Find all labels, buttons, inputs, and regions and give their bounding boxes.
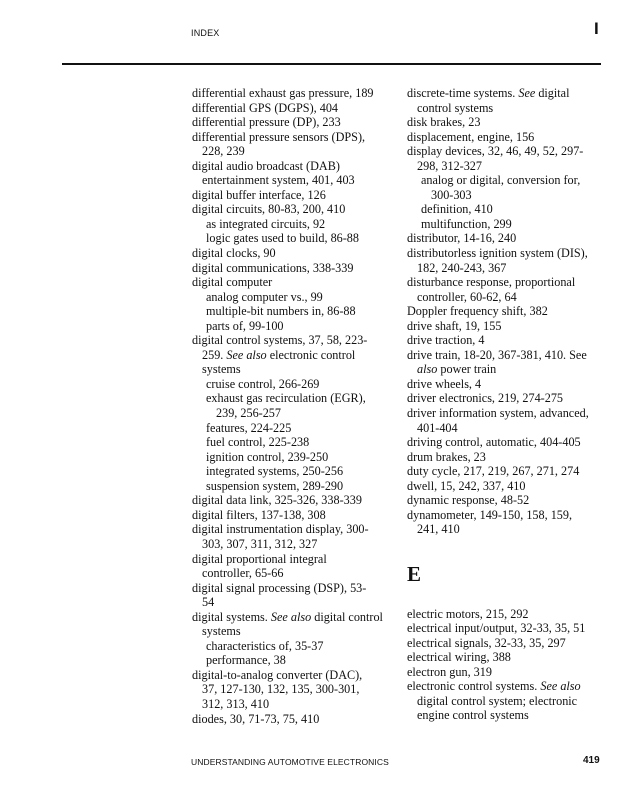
index-entry-line: driving control, automatic, 404-405 xyxy=(407,435,581,450)
index-entry-line: differential GPS (DGPS), 404 xyxy=(192,100,339,115)
index-entry-line: 259. See also electronic control xyxy=(202,347,356,362)
index-entry-line: electron gun, 319 xyxy=(407,664,492,679)
index-entry-line: digital control system; electronic xyxy=(417,693,578,708)
index-entry-line: logic gates used to build, 86-88 xyxy=(206,231,359,246)
index-entry-line: digital signal processing (DSP), 53- xyxy=(192,580,367,595)
index-entry-line: entertainment system, 401, 403 xyxy=(202,173,355,188)
index-entry-line: characteristics of, 35-37 xyxy=(206,638,324,653)
header-section-letter: I xyxy=(594,19,599,38)
index-entry-line: distributorless ignition system (DIS), xyxy=(407,246,588,261)
index-entry-line: controller, 60-62, 64 xyxy=(417,289,517,304)
index-entry-line: driver information system, advanced, xyxy=(407,406,589,421)
index-entry-line: digital proportional integral xyxy=(192,551,327,566)
running-header: INDEX xyxy=(191,28,220,38)
index-entry-line: electrical wiring, 388 xyxy=(407,650,511,665)
index-entry-line: display devices, 32, 46, 49, 52, 297- xyxy=(407,144,584,159)
book-title-footer: UNDERSTANDING AUTOMOTIVE ELECTRONICS xyxy=(191,757,389,767)
index-entry-line: digital control systems, 37, 58, 223- xyxy=(192,333,368,348)
index-entry-line: differential exhaust gas pressure, 189 xyxy=(192,86,374,100)
index-entry-line: suspension system, 289-290 xyxy=(206,478,344,493)
index-entry-line: digital audio broadcast (DAB) xyxy=(192,158,340,173)
index-entry-line: discrete-time systems. See digital xyxy=(407,86,570,100)
index-entry-line: 228, 239 xyxy=(202,144,245,159)
index-entry-line: drive traction, 4 xyxy=(407,333,485,348)
index-entry-line: digital data link, 325-326, 338-339 xyxy=(192,493,362,508)
index-entry-line: electronic control systems. See also xyxy=(407,679,581,694)
index-entry-line: distributor, 14-16, 240 xyxy=(407,231,517,246)
index-entry-line: analog or digital, conversion for, xyxy=(421,173,581,188)
index-entry-line: multifunction, 299 xyxy=(421,216,512,231)
index-entry-line: drum brakes, 23 xyxy=(407,449,486,464)
index-entry-line: 241, 410 xyxy=(417,522,460,537)
index-column-right xyxy=(407,86,607,723)
index-entry-line: disturbance response, proportional xyxy=(407,275,576,290)
index-entry-line: 312, 313, 410 xyxy=(202,696,270,711)
index-entry-line: cruise control, 266-269 xyxy=(206,376,320,391)
index-entry-line: differential pressure (DP), 233 xyxy=(192,115,341,130)
index-entry-line: displacement, engine, 156 xyxy=(407,129,535,144)
index-entry-line: systems xyxy=(202,624,241,639)
index-entry-line: ignition control, 239-250 xyxy=(206,449,329,464)
index-entry-line: electric motors, 215, 292 xyxy=(407,606,529,621)
index-entry-line: disk brakes, 23 xyxy=(407,115,481,130)
index-entry-line: 54 xyxy=(202,595,215,610)
index-entry-line: dynamometer, 149-150, 158, 159, xyxy=(407,507,573,522)
index-entry-line: analog computer vs., 99 xyxy=(206,289,323,304)
index-entry-line: controller, 65-66 xyxy=(202,566,284,581)
index-entry-line: digital computer xyxy=(192,275,273,290)
index-entry-line: digital communications, 338-339 xyxy=(192,260,354,275)
index-entry-line: fuel control, 225-238 xyxy=(206,435,310,450)
index-entry-line: 182, 240-243, 367 xyxy=(417,260,507,275)
index-entry-line: exhaust gas recirculation (EGR), xyxy=(206,391,366,406)
section-heading-e: E xyxy=(407,561,422,586)
index-entry-line: performance, 38 xyxy=(206,653,286,668)
index-entry-line: engine control systems xyxy=(417,708,529,723)
index-column-left xyxy=(192,86,392,726)
index-entry-line: digital circuits, 80-83, 200, 410 xyxy=(192,202,346,217)
index-entry-line: digital instrumentation display, 300- xyxy=(192,522,369,537)
index-entry-line: digital buffer interface, 126 xyxy=(192,187,326,202)
index-entry-line: drive wheels, 4 xyxy=(407,376,482,391)
index-entry-line: as integrated circuits, 92 xyxy=(206,216,326,231)
index-entry-line: digital-to-analog converter (DAC), xyxy=(192,667,363,682)
section-gap xyxy=(407,537,607,552)
index-entry-line: electrical input/output, 32-33, 35, 51 xyxy=(407,621,586,636)
index-entry-line: also power train xyxy=(417,362,497,377)
index-entry-line: control systems xyxy=(417,100,494,115)
index-entry-line: multiple-bit numbers in, 86-88 xyxy=(206,304,356,319)
index-entry-line: 239, 256-257 xyxy=(216,406,281,421)
index-entry-line: definition, 410 xyxy=(421,202,493,217)
index-entry-line: parts of, 99-100 xyxy=(206,318,284,333)
index-entry-line: duty cycle, 217, 219, 267, 271, 274 xyxy=(407,464,580,479)
index-entry-line: systems xyxy=(202,362,241,377)
index-entry-line: differential pressure sensors (DPS), xyxy=(192,129,366,144)
index-entry-line: drive train, 18-20, 367-381, 410. See xyxy=(407,347,587,362)
index-entry-line: driver electronics, 219, 274-275 xyxy=(407,391,564,406)
index-entry-line: dynamic response, 48-52 xyxy=(407,493,530,508)
index-entry-line: electrical signals, 32-33, 35, 297 xyxy=(407,635,566,650)
index-entry-line: 401-404 xyxy=(417,420,458,435)
index-entry-line: integrated systems, 250-256 xyxy=(206,464,344,479)
index-entry-line: digital clocks, 90 xyxy=(192,246,276,261)
index-entry-line: dwell, 15, 242, 337, 410 xyxy=(407,478,526,493)
index-entry-line: 298, 312-327 xyxy=(417,158,482,173)
index-entry-line: diodes, 30, 71-73, 75, 410 xyxy=(192,711,320,726)
index-entry-line: 303, 307, 311, 312, 327 xyxy=(202,536,318,551)
index-entry-line: Doppler frequency shift, 382 xyxy=(407,304,548,319)
index-entry-line: 37, 127-130, 132, 135, 300-301, xyxy=(202,682,360,697)
index-entry-line: digital systems. See also digital control xyxy=(192,609,383,624)
index-entry-line: drive shaft, 19, 155 xyxy=(407,318,502,333)
index-entry-line: features, 224-225 xyxy=(206,420,292,435)
index-entry-line: 300-303 xyxy=(431,187,472,202)
header-rule xyxy=(62,63,601,65)
page-number: 419 xyxy=(583,755,600,766)
index-entry-line: digital filters, 137-138, 308 xyxy=(192,507,326,522)
